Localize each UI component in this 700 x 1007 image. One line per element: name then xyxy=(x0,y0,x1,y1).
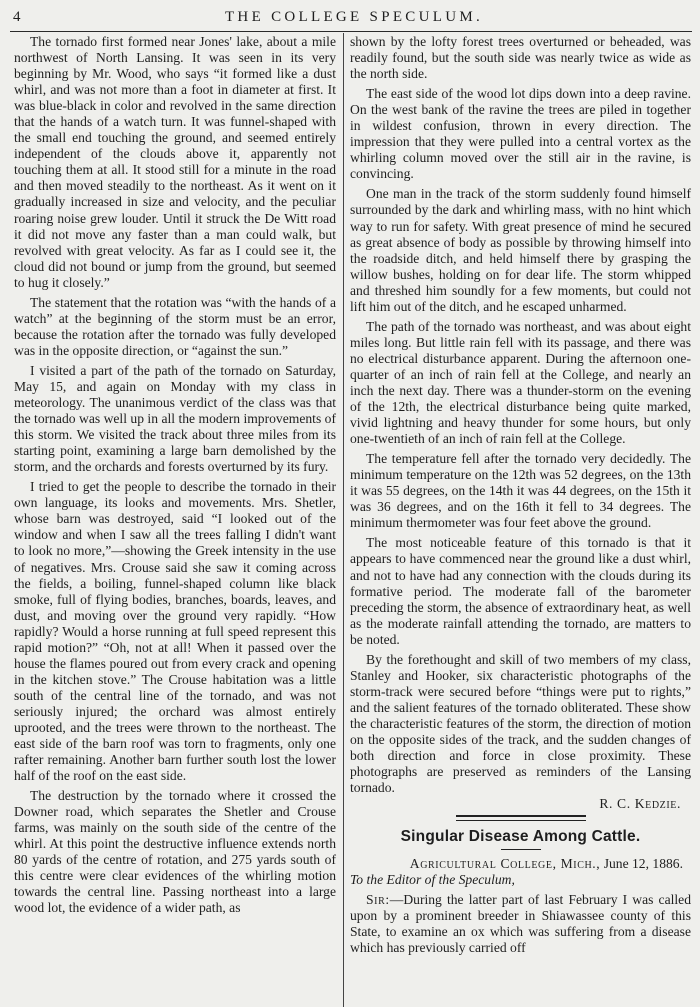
paragraph: One man in the track of the storm suddenly found himself surrounded by the dark and whirling mass, with no hint which way to run for safety. With great presence of mind he secured as great absence of body as possible by throwing himself into the roadside ditch, and held himself there by grasping the willow bushes, holding on for dear life. The storm whipped and threshed him soundly for a few moments, but could not lift him out of the ditch, and he escaped unharmed. xyxy=(350,186,691,314)
opening-word: Sir: xyxy=(366,892,390,908)
dateline xyxy=(350,856,683,872)
paragraph: By the forethought and skill of two members of my class, Stanley and Hooker, six characteristic photographs of the storm-track were secured before “things were put to rights,” and the salient features of the tornado obliterated. These show the characteristic features of the storm, the direction of motion on the opposite sides of the track, and the sudden changes of both direction and force in close proximity. These photographs are preserved as reminders of the Lansing tornado. xyxy=(350,651,691,796)
paragraph: I tried to get the people to describe the tornado in their own language, its looks and movements. Mrs. Shetler, whose barn was destroyed, said “I looked out of the window and when I saw all the trees falling I didn't want to look no more,”—showing the Greek intensity in the use of negatives. Mrs. Crouse said she saw it coming across the fields, a boiling, funnel-shaped column like black smoke, full of flying bodies, branches, boards, leaves, and dust, and moving over the ground very rapidly. “How rapidly? Would a horse running at full speed represent this rapid motion?” “Oh, not at all! When it passed over the house the flames poured out from every crack and opening in the kitchen stove.” The Crouse habitation was a little south of the central line of the tornado, and was not seriously injured; the orchard was almost entirely uprooted, and the trees were thrown to the northeast. The east side of the barn roof was torn to fragments, only one rafter remaining. Another barn further south lost the lower half of the roof on the east side. xyxy=(14,479,336,784)
header-rule xyxy=(10,31,692,32)
left-column xyxy=(14,34,336,921)
salutation: To the Editor of the Speculum, xyxy=(350,872,515,888)
paragraph: I visited a part of the path of the tornado on Saturday, May 15, and again on Monday with my class in meteorology. The unanimous verdict of the class was that the tornado was well up in all the modern improvements of this storm. We visited the track about three miles from its starting point, examining a large barn demolished by the storm, and the orchards and forests overturned by its fury. xyxy=(14,362,336,475)
paragraph: The tornado first formed near Jones' lake, about a mile northwest of North Lansing. It was seen in its very beginning by Mr. Wood, who says “it formed like a dust whirl, and was not more than a foot in diameter at first. It was blue-black in color and revolved in the same direction that the hands of a watch turn. It was funnel-shaped with the small end touching the ground, and seemed entirely independent of the clouds above it, apparently not touching them at all. It stood still for a minute in the road and then moved steadily to the northeast. As it went on it gradually increased in size and velocity, and the peculiar roaring noise grew louder. Until it struck the De Witt road it did not move any faster than a man could walk, but revolved with great velocity. As far as I could see it, the cloud did not bound or jump from the ground, but seemed to hug it closely.” xyxy=(14,34,336,290)
paragraph: The destruction by the tornado where it crossed the Downer road, which separates the Shetler and Crouse farms, was mainly on the south side of the centre of the whirl. At this point the destructive influence extends north 80 yards of the centre of rotation, and 275 yards south of this centre were clear evidences of the whirling motion towards the central line. Passing northeast into a large wood lot, the evidence of a wider path, as xyxy=(14,788,336,916)
right-column xyxy=(350,34,691,961)
article-title: Singular Disease Among Cattle. xyxy=(400,828,641,846)
page-header xyxy=(0,6,700,30)
paragraph: The east side of the wood lot dips down into a deep ravine. On the west bank of the ravine the trees are piled in together in wildest confusion, thrown in every direction. The impression that they were pulled into a central vortex as the whirling column moved over the still air in the ravine, is convincing. xyxy=(350,86,691,182)
paragraph: The statement that the rotation was “with the hands of a watch” at the beginning of the storm must be an error, because the rotation after the tornado was fully developed was in the opposite direction, or “against the sun.” xyxy=(14,294,336,358)
page-number: 4 xyxy=(13,9,21,25)
paragraph: The path of the tornado was northeast, and was about eight miles long. But little rain fell with its passage, and there was no electrical disturbance apparent. During the afternoon one-quarter of an inch of rain fell at the College, and nearly an inch the next day. There was a thunder-storm on the evening of the 12th, the electrical disturbance being quite marked, vivid lightning and heavy thunder for some hours, but only one-twentieth of an inch of rain fell at the College. xyxy=(350,318,691,447)
dateline-date: June 12, 1886. xyxy=(600,856,683,872)
dateline-place: Agricultural College, Mich., xyxy=(409,856,601,872)
opening-text: —During the latter part of last February I was called upon by a prominent breeder in Shiawassee county of this State, to examine an ox which was suffering from a disease which has previously carried off xyxy=(350,892,691,956)
paragraph-continuation: shown by the lofty forest trees overturned or beheaded, was readily found, but the south side was nearly twice as wide as the north side. xyxy=(350,34,691,82)
letter-opening xyxy=(350,892,691,956)
section-divider xyxy=(456,815,586,821)
column-divider xyxy=(343,33,344,1007)
author-signature: R. C. Kedzie. xyxy=(599,796,681,812)
paragraph: The most noticeable feature of this tornado is that it appears to have commenced near the ground like a dust whirl, and not to have had any connection with the clouds during its formative period. The moderate fall of the barometer preceding the storm, the absence of extraordinary heat, as well as the moderate rainfall attending the tornado, are matters to be noted. xyxy=(350,535,691,647)
running-title: THE COLLEGE SPECULUM. xyxy=(224,9,484,25)
title-rule xyxy=(501,849,541,850)
paragraph: The temperature fell after the tornado very decidedly. The minimum temperature on the 12th was 52 degrees, on the 13th it was 55 degrees, on the 14th it was 44 degrees, on the 15th it was 36 degrees, and on the 16th it fell to 34 degrees. The minimum thermometer was four feet above the ground. xyxy=(350,451,691,531)
